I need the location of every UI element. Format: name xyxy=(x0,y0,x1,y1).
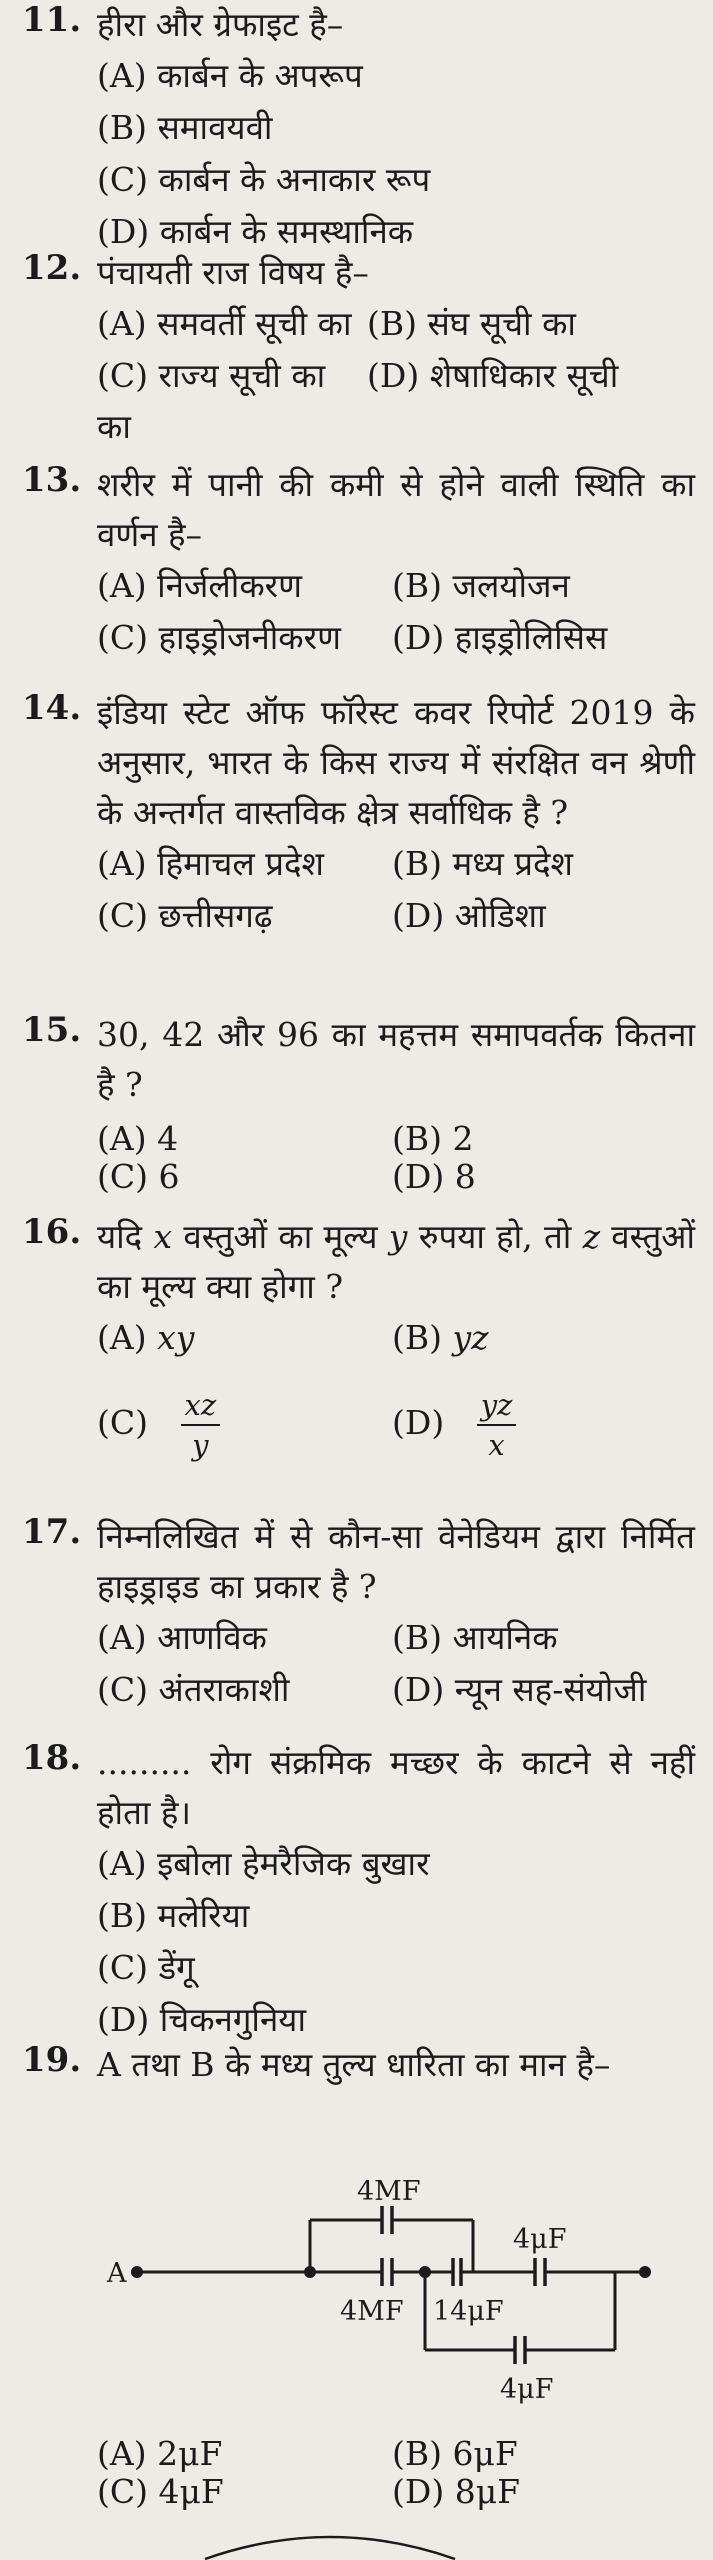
option-row xyxy=(97,1158,695,1196)
option-row xyxy=(97,1120,695,1158)
option-a: (A) कार्बन के अपरूप xyxy=(97,56,363,95)
page-edge-arc xyxy=(200,2525,460,2560)
question-number: 19. xyxy=(22,2040,82,2080)
question-17 xyxy=(22,1512,695,1716)
option-row xyxy=(97,2473,695,2511)
fraction-xz-over-y: $\frac{xz}{y}$ xyxy=(181,1386,221,1464)
capacitor-circuit-diagram xyxy=(95,2180,685,2470)
question-number: 15. xyxy=(22,1010,82,1050)
option-row xyxy=(97,1386,695,1464)
fraction-yz-over-x: $\frac{yz}{x}$ xyxy=(477,1386,517,1464)
option-d: (D) चिकनगुनिया xyxy=(97,2000,306,2039)
option-b: (B) समावयवी xyxy=(97,108,273,147)
variable-x: x xyxy=(153,1217,173,1256)
question-text: इंडिया स्टेट ऑफ फॉरेस्ट कवर रिपोर्ट 2019 के अनुसार, भारत के किस राज्य में संरक्षित वन श्रेणी के अन्तर्गत वास्तविक क्षेत्र सर्वाधिक है ? xyxy=(97,693,695,832)
option-d: (D) 8μF xyxy=(392,2472,521,2511)
option-row xyxy=(97,298,695,350)
option-b: (B) 6μF xyxy=(392,2434,518,2473)
option-d: (D) 8 xyxy=(392,1157,476,1196)
variable-y: y xyxy=(388,1217,408,1256)
option-row xyxy=(97,2435,695,2473)
question-13 xyxy=(22,460,695,664)
question-11 xyxy=(22,0,695,258)
option-row xyxy=(97,838,695,890)
option-c: (C) राज्य सूची का xyxy=(97,356,326,395)
option-b: (B) आयनिक xyxy=(392,1618,558,1657)
option-b: (B) जलयोजन xyxy=(392,566,570,605)
option-c: (C) छत्तीसगढ़ xyxy=(97,896,273,935)
question-text: ......... रोग संक्रमिक मच्छर के काटने से नहीं होता है। xyxy=(97,1743,695,1832)
capacitor-label-top: 4MF xyxy=(357,2180,421,2207)
question-text: शरीर में पानी की कमी से होने वाली स्थिति का वर्णन है– xyxy=(97,465,695,554)
option-row xyxy=(97,890,695,942)
option-row xyxy=(97,560,695,612)
question-text: पंचायती राज विषय है– xyxy=(97,253,369,292)
option-c: (C) कार्बन के अनाकार रूप xyxy=(97,160,431,199)
node-a-label: A xyxy=(107,2258,127,2289)
capacitor-label-right-lower: 4μF xyxy=(500,2374,554,2405)
question-18 xyxy=(22,1738,695,2046)
option-row xyxy=(97,1312,695,1364)
option-b: (B) मध्य प्रदेश xyxy=(392,844,574,883)
capacitor-label-right-upper: 4μF xyxy=(513,2224,567,2255)
option-d: (D) न्यून सह-संयोजी xyxy=(392,1670,647,1709)
option-a: (A) समवर्ती सूची का xyxy=(97,304,352,343)
question-text: A तथा B के मध्य तुल्य धारिता का मान है– xyxy=(97,2045,611,2084)
option-b: (B) संघ सूची का xyxy=(367,304,576,343)
option-row xyxy=(97,612,695,664)
option-a: (A) 4 xyxy=(97,1119,179,1158)
question-text: 30, 42 और 96 का महत्तम समापवर्तक कितना है ? xyxy=(97,1015,695,1104)
question-text: यदि x वस्तुओं का मूल्य y रुपया हो, तो z वस्तुओं का मूल्य क्या होगा ? xyxy=(97,1217,696,1306)
option-c: (C) $\frac{xz}{y}$ xyxy=(97,1386,392,1464)
question-15 xyxy=(22,1010,695,1196)
option-row xyxy=(97,1664,695,1716)
option-d: (D) ओडिशा xyxy=(392,896,546,935)
question-19-options xyxy=(22,2435,695,2511)
question-12 xyxy=(22,248,695,452)
capacitor-label-middle-right: 14μF xyxy=(433,2296,504,2327)
question-number: 18. xyxy=(22,1738,82,1778)
question-number: 17. xyxy=(22,1512,82,1552)
option-c: (C) 4μF xyxy=(97,2472,224,2511)
option-row xyxy=(97,1612,695,1664)
question-19 xyxy=(22,2040,695,2090)
option-a: (A) 2μF xyxy=(97,2434,223,2473)
option-a: (A) निर्जलीकरण xyxy=(97,566,303,605)
question-text: हीरा और ग्रेफाइट है– xyxy=(97,5,344,44)
option-b: (B) मलेरिया xyxy=(97,1896,250,1935)
option-a: (A) हिमाचल प्रदेश xyxy=(97,844,324,883)
option-b: (B) yz xyxy=(392,1318,489,1357)
question-number: 14. xyxy=(22,688,82,728)
option-a: (A) आणविक xyxy=(97,1618,267,1657)
option-d: (D) हाइड्रोलिसिस xyxy=(392,618,608,657)
option-c: (C) हाइड्रोजनीकरण xyxy=(97,618,342,657)
question-number: 16. xyxy=(22,1212,82,1252)
question-number: 13. xyxy=(22,460,82,500)
option-d: (D) कार्बन के समस्थानिक xyxy=(97,212,414,251)
question-text: निम्नलिखित में से कौन-सा वेनेडियम द्वारा निर्मित हाइड्राइड का प्रकार है ? xyxy=(97,1517,695,1606)
option-row xyxy=(97,350,695,402)
option-d-continued: का xyxy=(97,407,131,446)
option-c: (C) डेंगू xyxy=(97,1948,195,1987)
capacitor-label-middle-left: 4MF xyxy=(340,2296,404,2327)
option-c: (C) अंतराकाशी xyxy=(97,1670,290,1709)
variable-z: z xyxy=(582,1217,601,1256)
question-number: 11. xyxy=(22,0,82,40)
option-a: (A) xy xyxy=(97,1318,195,1357)
option-c: (C) 6 xyxy=(97,1157,180,1196)
option-a: (A) इबोला हेमरैजिक बुखार xyxy=(97,1844,430,1883)
question-16 xyxy=(22,1212,695,1464)
option-d: (D) $\frac{yz}{x}$ xyxy=(392,1386,516,1464)
option-d: (D) शेषाधिकार सूची xyxy=(367,356,619,395)
question-14 xyxy=(22,688,695,942)
question-number: 12. xyxy=(22,248,82,288)
option-b: (B) 2 xyxy=(392,1119,474,1158)
